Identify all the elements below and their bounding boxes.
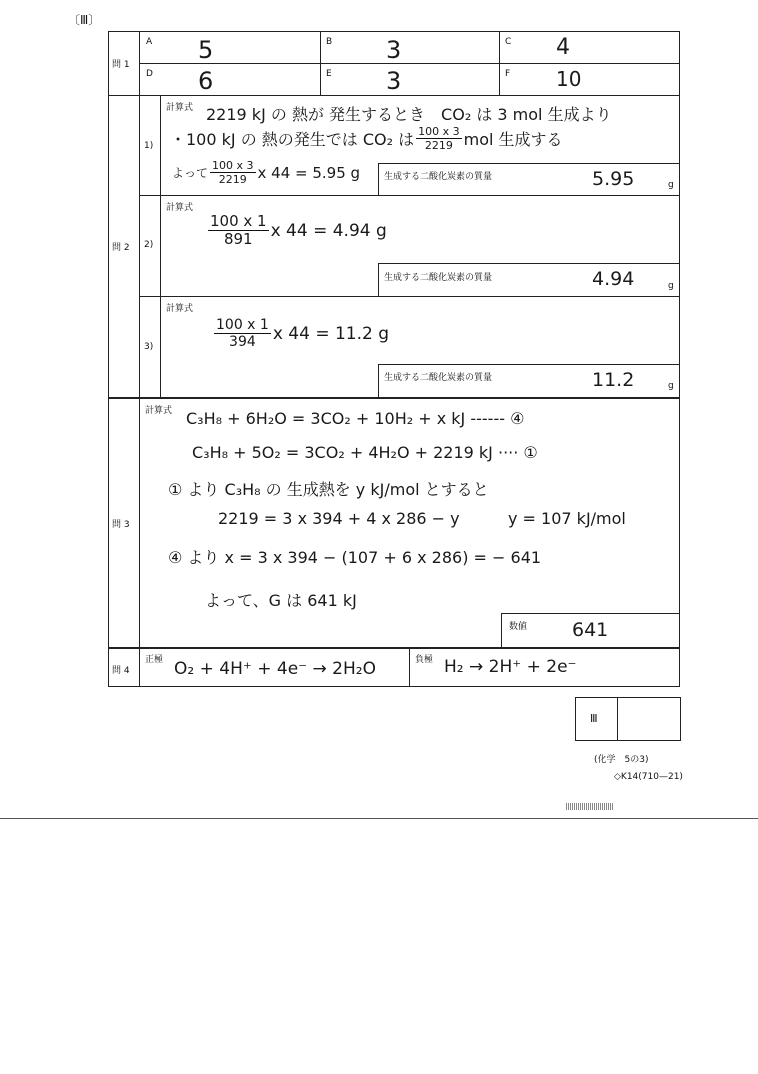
q3-label: 問 3 [112,520,130,530]
q3-equation-1: C₃H₈ + 5O₂ = 3CO₂ + 4H₂O + 2219 kJ ···· ① [192,443,538,462]
q2-part2-number: 2) [144,240,154,250]
q2-part2-fraction [208,214,269,247]
q3-value-label: 数値 [509,622,528,632]
q3-x-calc-line: ④ より x = 3 x 394 − (107 + 6 x 286) = − 641 [168,548,542,567]
q1-answer-f: 10 [556,67,582,91]
q1-letter-a: A [146,37,153,47]
q2-part3-fraction [214,318,271,349]
q1-letter-d: D [146,69,153,79]
q2-part1-line3-text: よって [172,166,209,180]
q2-part1-line2-tail: mol 生成する [463,130,563,149]
q2-part2-numerator: 100 x 1 [210,212,267,230]
q2-label: 問 2 [112,243,130,253]
q2-part3-unit: g [668,381,674,391]
q2-part3-numerator: 100 x 1 [216,317,269,333]
page-footer: (化学 5の3) [594,755,649,765]
q2-part2-formula-label: 計算式 [166,203,194,213]
q2-part3-tail: x 44 = 11.2 g [272,323,390,344]
q2-part3-denominator: 394 [229,334,256,350]
q2-part1-result-denominator: 2219 [218,173,247,186]
q4-negative-equation: H₂ → 2H⁺ + 2e⁻ [444,657,577,677]
q2-part1-answer: 5.95 [592,168,635,190]
q2-part2-formula [206,214,387,247]
q1-answer-b: 3 [386,36,402,64]
q2-part3-answer: 11.2 [592,369,635,391]
q4-positive-equation: O₂ + 4H⁺ + 4e⁻ → 2H₂O [174,659,376,679]
q3-y-result: y = 107 kJ/mol [508,509,626,528]
q2-part1-number: 1) [144,141,154,151]
q2-part1-line2 [170,126,563,151]
q3-conclusion: よって、G は 641 kJ [205,591,357,610]
q2-part3-number: 3) [144,342,154,352]
q2-part1-line1: 2219 kJ の 熱が 発生するとき CO₂ は 3 mol 生成より [206,105,612,124]
q2-part1-fraction-denominator: 2219 [424,139,453,152]
q2-part1-answer-label: 生成する二酸化炭素の質量 [384,172,493,182]
q2-part2-unit: g [668,281,674,291]
q1-letter-e: E [326,69,332,79]
q2-part1-line2-text: ・100 kJ の 熱の発生では CO₂ は [170,130,415,149]
q2-part2-answer: 4.94 [592,268,635,290]
q2-part1-formula-label: 計算式 [166,103,194,113]
q2-part1-fraction [416,126,462,151]
q3-equation-4: C₃H₈ + 6H₂O = 3CO₂ + 10H₂ + x kJ ------ ④ [186,409,525,428]
page-bottom-edge [0,818,758,819]
q2-part3-formula [212,318,389,349]
q1-letter-f: F [505,69,511,79]
q2-part2-tail: x 44 = 4.94 g [270,220,387,241]
q2-part2-answer-label: 生成する二酸化炭素の質量 [384,273,493,283]
q4-negative-label: 負極 [415,655,434,665]
score-box-label: Ⅲ [590,712,598,725]
barcode-mark [566,803,614,810]
q1-letter-b: B [326,37,333,47]
q2-part1-unit: g [668,180,674,190]
q2-part1-result-fraction [210,160,256,185]
q2-part3-formula-label: 計算式 [166,304,194,314]
q2-part1-fraction-numerator: 100 x 3 [418,125,460,138]
q1-answer-c: 4 [556,35,570,60]
q1-answer-a: 5 [198,36,214,64]
section-label: 〔Ⅲ〕 [68,13,101,27]
q2-part2-denominator: 891 [223,230,253,248]
q1-letter-c: C [505,37,512,47]
q3-formula-label: 計算式 [145,406,173,416]
q1-label: 問 1 [112,60,130,70]
q2-part1-result-numerator: 100 x 3 [212,159,254,172]
q4-label: 問 4 [112,666,130,676]
q3-value-answer: 641 [572,619,609,641]
q2-part3-answer-label: 生成する二酸化炭素の質量 [384,373,493,383]
exam-code: ◇K14(710—21) [614,772,683,782]
q1-answer-e: 3 [386,67,402,95]
q3-calc-line: 2219 = 3 x 394 + 4 x 286 − y [218,509,460,528]
q3-heat-of-formation-text: ① より C₃H₈ の 生成熱を y kJ/mol とすると [168,480,489,499]
q4-positive-label: 正極 [145,655,164,665]
q2-part1-result-tail: x 44 = 5.95 g [257,163,361,182]
q2-part1-line3 [172,160,360,185]
q1-answer-d: 6 [198,67,214,95]
